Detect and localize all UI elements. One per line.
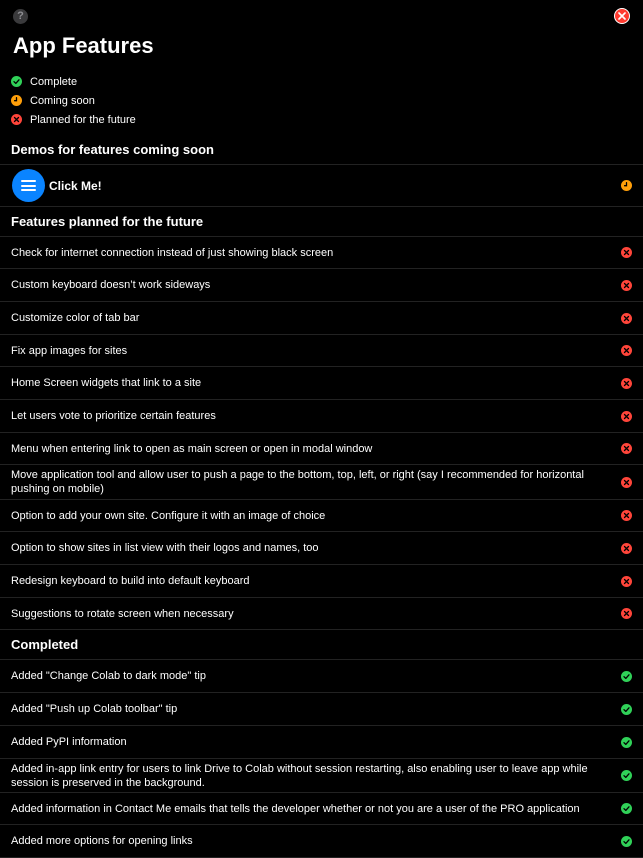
- legend-label: Coming soon: [30, 94, 95, 107]
- feature-label: Check for internet connection instead of just showing black screen: [11, 246, 334, 259]
- feature-label: Redesign keyboard to build into default keyboard: [11, 575, 250, 587]
- x-mark-icon: [621, 443, 632, 454]
- checkmark-icon: [621, 704, 632, 715]
- list-item: [0, 759, 643, 793]
- list-item: [0, 367, 643, 400]
- list-item: [0, 532, 643, 565]
- list-item: [0, 400, 643, 433]
- feature-label: Added in-app link entry for users to link Drive to Colab without session restarting, also enabling user to leave app while session is preserved in the background.: [11, 762, 588, 789]
- legend-label: Planned for the future: [30, 113, 136, 126]
- list-item: [0, 660, 643, 693]
- legend-item-soon: [11, 91, 136, 110]
- demo-button-label: Click Me!: [49, 178, 102, 193]
- feature-label: Move application tool and allow user to push a page to the bottom, top, left, or right (say I recommended for horizontal pushing on mobile): [11, 469, 584, 495]
- feature-label: Added information in Contact Me emails that tells the developer whether or not you are a user of the PRO application: [11, 802, 580, 815]
- x-mark-icon: [621, 576, 632, 587]
- clock-icon: [11, 95, 22, 106]
- feature-label: Added "Change Colab to dark mode" tip: [11, 670, 206, 682]
- x-mark-icon: [621, 378, 632, 389]
- feature-label: Option to add your own site. Configure it with an image of choice: [11, 509, 326, 522]
- list-item: [0, 302, 643, 335]
- list-item: [0, 726, 643, 759]
- feature-label: Added "Push up Colab toolbar" tip: [11, 703, 178, 715]
- status-legend: [11, 72, 136, 129]
- demo-button[interactable]: [12, 169, 102, 202]
- x-mark-icon: [621, 345, 632, 356]
- list-item: [0, 465, 643, 500]
- feature-label: Added more options for opening links: [11, 835, 193, 847]
- list-item: [0, 500, 643, 532]
- menu-icon[interactable]: [12, 169, 45, 202]
- feature-label: Let users vote to prioritize certain features: [11, 410, 216, 422]
- checkmark-icon: [621, 671, 632, 682]
- feature-label: Added PyPI information: [11, 736, 127, 748]
- x-mark-icon: [621, 510, 632, 521]
- checkmark-icon: [11, 76, 22, 87]
- x-mark-icon: [621, 247, 632, 258]
- page-title: App Features: [13, 33, 154, 58]
- feature-list: [0, 135, 643, 858]
- clock-icon: [621, 180, 632, 191]
- list-item: [0, 565, 643, 598]
- legend-item-complete: [11, 72, 136, 91]
- list-item: [0, 433, 643, 465]
- x-mark-icon: [621, 280, 632, 291]
- feature-label: Suggestions to rotate screen when necessary: [11, 607, 234, 620]
- checkmark-icon: [621, 803, 632, 814]
- top-bar: [0, 0, 643, 32]
- feature-label: Option to show sites in list view with their logos and names, too: [11, 542, 319, 554]
- checkmark-icon: [621, 770, 632, 781]
- x-mark-icon: [621, 313, 632, 324]
- x-mark-icon: [621, 543, 632, 554]
- x-mark-icon: [621, 477, 632, 488]
- feature-label: Home Screen widgets that link to a site: [11, 377, 202, 389]
- feature-label: Fix app images for sites: [11, 344, 128, 357]
- x-mark-icon: [11, 114, 22, 125]
- list-item: [0, 269, 643, 302]
- list-item: [0, 237, 643, 269]
- list-item: [0, 598, 643, 630]
- checkmark-icon: [621, 737, 632, 748]
- feature-label: Menu when entering link to open as main screen or open in modal window: [11, 442, 373, 455]
- list-item: [0, 825, 643, 858]
- list-item: [0, 793, 643, 825]
- demo-row[interactable]: [0, 165, 643, 207]
- x-mark-icon: [621, 608, 632, 619]
- checkmark-icon: [621, 836, 632, 847]
- close-icon[interactable]: [614, 8, 630, 24]
- help-icon[interactable]: ?: [13, 9, 28, 24]
- planned-list: [0, 237, 643, 630]
- feature-label: Custom keyboard doesn’t work sideways: [11, 279, 211, 291]
- section-title-completed: Completed: [0, 630, 643, 660]
- list-item: [0, 693, 643, 726]
- legend-item-planned: [11, 110, 136, 129]
- completed-list: [0, 660, 643, 858]
- list-item: [0, 335, 643, 367]
- section-title-planned: Features planned for the future: [0, 207, 643, 237]
- x-mark-icon: [621, 411, 632, 422]
- feature-label: Customize color of tab bar: [11, 312, 140, 324]
- legend-label: Complete: [30, 75, 78, 88]
- section-title-demos: Demos for features coming soon: [0, 135, 643, 165]
